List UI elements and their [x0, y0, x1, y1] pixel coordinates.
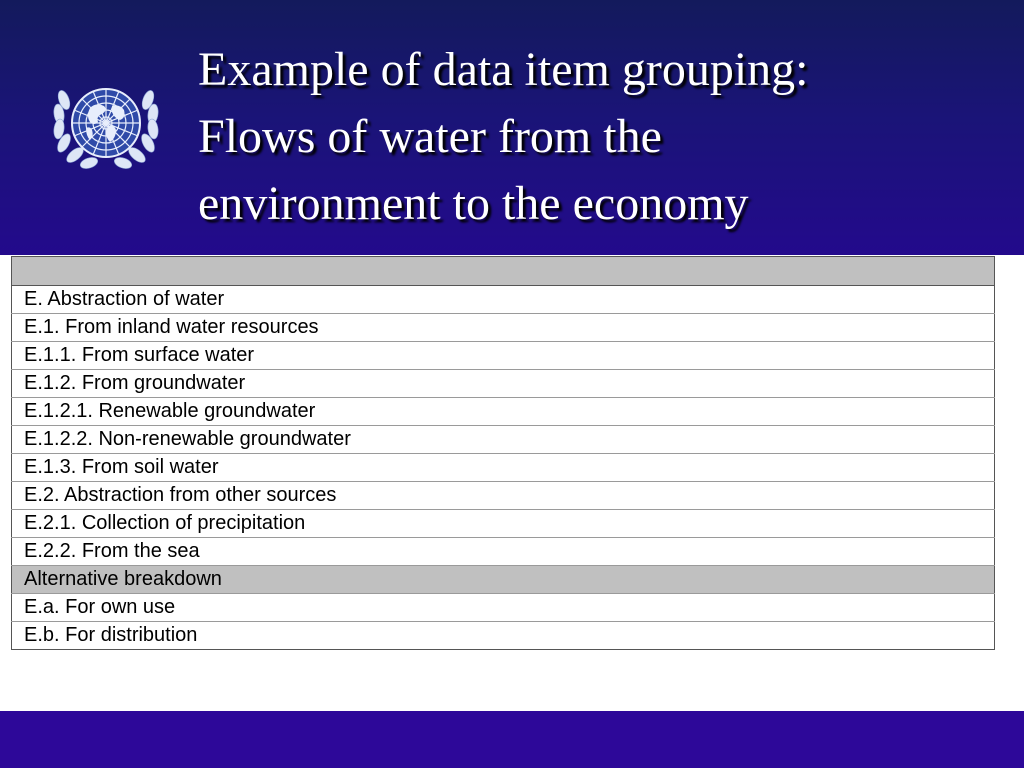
title-line-1: Example of data item grouping:: [198, 43, 809, 96]
table-cell: E. Abstraction of water: [12, 286, 995, 314]
data-item-table: [11, 256, 995, 650]
footer-band: [0, 711, 1024, 768]
table-cell: E.2.1. Collection of precipitation: [12, 510, 995, 538]
table-row: [12, 314, 995, 342]
table-row: [12, 426, 995, 454]
table-cell: E.1.2. From groundwater: [12, 370, 995, 398]
table-cell: E.1.2.1. Renewable groundwater: [12, 398, 995, 426]
table-cell: E.1.2.2. Non-renewable groundwater: [12, 426, 995, 454]
data-item-table-container: [11, 256, 995, 650]
table-cell: E.2. Abstraction from other sources: [12, 482, 995, 510]
table-row: [12, 622, 995, 650]
table-row: [12, 370, 995, 398]
table-row: [12, 398, 995, 426]
table-header-cell: [12, 257, 995, 286]
table-cell: E.a. For own use: [12, 594, 995, 622]
table-header-row: [12, 257, 995, 286]
slide-title: [198, 36, 998, 237]
title-line-3: environment to the economy: [198, 177, 749, 230]
table-row: [12, 594, 995, 622]
table-row: [12, 286, 995, 314]
table-row: [12, 454, 995, 482]
title-line-2: Flows of water from the: [198, 110, 662, 163]
un-emblem-icon: [50, 78, 162, 170]
table-cell: E.1. From inland water resources: [12, 314, 995, 342]
table-row: [12, 482, 995, 510]
table-row: [12, 342, 995, 370]
table-row-alternative-breakdown: [12, 566, 995, 594]
table-cell: E.2.2. From the sea: [12, 538, 995, 566]
table-cell: E.1.1. From surface water: [12, 342, 995, 370]
table-cell: E.b. For distribution: [12, 622, 995, 650]
table-cell: Alternative breakdown: [12, 566, 995, 594]
table-row: [12, 538, 995, 566]
table-cell: E.1.3. From soil water: [12, 454, 995, 482]
table-row: [12, 510, 995, 538]
header-band: [0, 0, 1024, 255]
